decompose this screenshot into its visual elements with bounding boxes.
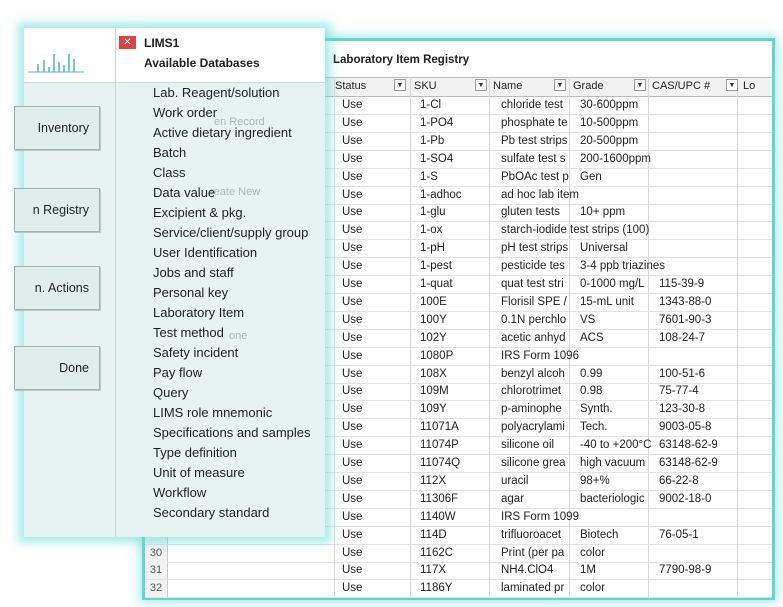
table-cell-name[interactable]: trifluoroacet [501, 528, 562, 541]
table-cell-sku[interactable]: 117X [420, 564, 447, 577]
done-button[interactable]: Done [14, 346, 100, 390]
table-cell-cas[interactable]: 7601-90-3 [659, 313, 712, 326]
database-item[interactable]: Safety incident [153, 345, 239, 360]
database-item[interactable]: LIMS role mnemonic [153, 405, 273, 420]
sheet-title: Laboratory Item Registry [333, 54, 470, 66]
database-item[interactable]: Query [153, 385, 189, 400]
table-cell-status[interactable]: Use [342, 421, 363, 434]
table-cell-name[interactable]: Print (per pa [501, 546, 565, 559]
database-item[interactable]: Secondary standard [153, 505, 270, 520]
table-cell-cas[interactable]: 76-05-1 [659, 528, 699, 541]
table-cell-sku[interactable]: 11306F [420, 492, 459, 505]
table-cell-status[interactable]: Use [342, 367, 363, 380]
database-item[interactable]: User Identification [153, 245, 258, 260]
table-cell-sku[interactable]: 112X [420, 474, 447, 487]
table-cell-grade[interactable]: Universal [580, 242, 628, 255]
table-cell-sku[interactable]: 1-quat [420, 278, 453, 290]
database-item[interactable]: Unit of measure [153, 465, 245, 480]
table-cell-name[interactable]: pesticide tes [501, 260, 565, 273]
table-cell-cas[interactable]: 100-51-6 [659, 367, 706, 380]
table-cell-name[interactable]: sulfate test s [501, 152, 566, 165]
table-cell-sku[interactable]: 1162C [420, 546, 454, 559]
database-item[interactable]: Laboratory Item [153, 305, 245, 320]
column-header-status[interactable]: Status [335, 80, 367, 92]
table-cell-name[interactable]: acetic anhyd [501, 331, 566, 344]
table-cell-grade[interactable]: -40 to +200°C [580, 439, 652, 452]
table-cell-grade[interactable]: Gen [580, 170, 602, 183]
table-cell-name[interactable]: PbOAc test p [501, 170, 569, 183]
database-item[interactable]: Class [153, 165, 186, 180]
table-cell-grade[interactable]: color [580, 582, 605, 595]
filter-dropdown-icon[interactable]: ▼ [726, 79, 738, 91]
table-cell-sku[interactable]: 11074P [420, 439, 459, 452]
table-cell-grade[interactable]: Biotech [580, 528, 619, 541]
table-cell-grade[interactable]: 200-1600ppm [580, 152, 651, 165]
table-cell-sku[interactable]: 114D [420, 528, 447, 541]
table-cell-cas[interactable]: 108-24-7 [659, 331, 706, 344]
table-cell-name[interactable]: starch-iodide test strips (100) [501, 224, 650, 237]
table-cell-name[interactable]: Florisil SPE / [501, 295, 567, 308]
table-cell-name[interactable]: uracil [501, 474, 529, 487]
table-cell-grade[interactable]: 10+ ppm [580, 206, 626, 219]
inventory-button[interactable]: Inventory [14, 106, 100, 150]
table-cell-status[interactable]: Use [342, 152, 363, 165]
column-header-sku[interactable]: SKU [414, 80, 437, 92]
table-cell-name[interactable]: 0.1N perchlo [501, 313, 567, 326]
table-cell-sku[interactable]: 100Y [420, 313, 447, 326]
table-cell-name[interactable]: NH4.ClO4 [501, 564, 554, 577]
database-item[interactable]: Active dietary ingredient [153, 125, 292, 140]
filter-dropdown-icon[interactable]: ▼ [475, 79, 487, 91]
database-item[interactable]: Type definition [153, 445, 237, 460]
database-item[interactable]: Lab. Reagent/solution [153, 85, 280, 100]
table-cell-grade[interactable]: color [580, 546, 605, 559]
database-item[interactable]: Workflow [153, 485, 207, 500]
table-cell-cas[interactable]: 115-39-9 [659, 278, 705, 290]
table-cell-name[interactable]: p-aminophe [501, 403, 562, 416]
table-cell-status[interactable]: Use [342, 457, 363, 469]
table-cell-sku[interactable]: 108X [420, 367, 447, 380]
table-cell-name[interactable]: ad hoc lab item [501, 188, 579, 201]
database-item[interactable]: Test method [153, 325, 224, 340]
filter-dropdown-icon[interactable]: ▼ [634, 79, 646, 91]
table-cell-status[interactable]: Use [342, 170, 363, 183]
table-cell-cas[interactable]: 123-30-8 [659, 403, 706, 416]
table-cell-grade[interactable]: Synth. [580, 403, 613, 416]
table-cell-name[interactable]: gluten tests [501, 206, 560, 219]
filter-dropdown-icon[interactable]: ▼ [554, 79, 566, 91]
table-cell-sku[interactable]: 1-ox [420, 224, 443, 237]
database-item[interactable]: Batch [153, 145, 187, 160]
table-cell-cas[interactable]: 9003-05-8 [659, 421, 712, 434]
table-cell-grade[interactable]: 0.99 [580, 367, 603, 380]
table-cell-status[interactable]: Use [342, 295, 363, 308]
table-cell-sku[interactable]: 1-PO4 [420, 116, 454, 129]
table-cell-sku[interactable]: 1-Cl [420, 99, 442, 111]
database-item[interactable]: Pay flow [153, 365, 203, 380]
row-number: 31 [145, 562, 167, 579]
table-cell-status[interactable]: Use [342, 242, 363, 255]
database-list [153, 84, 311, 524]
table-cell-status[interactable]: Use [342, 224, 363, 237]
table-cell-name[interactable]: chlorotrimet [501, 385, 562, 398]
close-icon[interactable]: ✕ [119, 36, 136, 49]
table-cell-grade[interactable]: 15-mL unit [580, 295, 634, 308]
table-cell-status[interactable]: Use [342, 403, 363, 416]
table-cell-status[interactable]: Use [342, 206, 363, 219]
table-cell-sku[interactable]: 1-glu [420, 206, 446, 219]
table-cell-grade[interactable]: 30-600ppm [580, 99, 639, 111]
table-cell-grade[interactable]: 1M [580, 564, 596, 577]
table-cell-cas[interactable]: 7790-98-9 [659, 564, 712, 577]
table-cell-grade[interactable]: VS [580, 313, 596, 326]
create-new-ghost: reate New [210, 186, 261, 198]
table-cell-sku[interactable]: 1186Y [420, 582, 453, 595]
column-header-location[interactable]: Lo [743, 80, 756, 92]
table-cell-sku[interactable]: 1-SO4 [420, 152, 454, 165]
table-cell-name[interactable]: benzyl alcoh [501, 367, 565, 380]
table-cell-status[interactable]: Use [342, 528, 363, 541]
table-cell-grade[interactable]: 0.98 [580, 385, 603, 398]
app-name: LIMS1 [144, 36, 180, 50]
table-cell-grade[interactable]: 10-500ppm [580, 116, 639, 129]
table-cell-sku[interactable]: 109M [420, 385, 449, 398]
database-item[interactable]: Service/client/supply group [153, 225, 309, 240]
column-header-grade[interactable]: Grade [573, 80, 604, 92]
table-cell-grade[interactable]: 0-1000 mg/L [580, 278, 645, 290]
table-cell-cas[interactable]: 75-77-4 [659, 385, 699, 398]
registry-button[interactable]: n Registry [14, 188, 100, 232]
lims-databases-panel [24, 28, 325, 537]
table-cell-grade[interactable]: high vacuum [580, 457, 646, 469]
database-item[interactable]: Personal key [153, 285, 229, 300]
table-cell-sku[interactable]: 102Y [420, 331, 447, 344]
column-header-cas[interactable]: CAS/UPC # [652, 80, 711, 92]
database-item[interactable]: Data value [153, 185, 216, 200]
table-cell-cas[interactable]: 63148-62-9 [659, 439, 718, 452]
table-cell-name[interactable]: chloride test [501, 99, 564, 111]
table-cell-status[interactable]: Use [342, 492, 363, 505]
table-cell-status[interactable]: Use [342, 474, 363, 487]
table-cell-status[interactable]: Use [342, 546, 363, 559]
table-cell-name[interactable]: IRS Form 1096 [501, 349, 579, 362]
table-cell-grade[interactable]: bacteriologic [580, 492, 645, 505]
table-cell-sku[interactable]: 1-pest [420, 260, 452, 273]
table-cell-status[interactable]: Use [342, 510, 363, 523]
table-row[interactable] [145, 562, 772, 580]
table-cell-name[interactable]: agar [501, 492, 525, 505]
table-cell-grade[interactable]: 98+% [580, 474, 610, 487]
table-cell-sku[interactable]: 1140W [420, 510, 456, 523]
row-number: 30 [145, 545, 167, 562]
table-cell-name[interactable]: Pb test strips [501, 134, 568, 147]
table-cell-cas[interactable]: 63148-62-9 [659, 457, 718, 469]
table-cell-cas[interactable]: 9002-18-0 [659, 492, 712, 505]
table-cell-status[interactable]: Use [342, 99, 363, 111]
table-cell-name[interactable]: polyacrylami [501, 421, 565, 434]
row-number: 32 [145, 580, 167, 597]
done-ghost: one [229, 330, 248, 342]
table-cell-sku[interactable]: 100E [420, 295, 447, 308]
table-cell-name[interactable]: quat test stri [501, 278, 564, 290]
table-cell-status[interactable]: Use [342, 331, 363, 344]
table-row[interactable] [145, 545, 772, 563]
actions-button[interactable]: n. Actions [14, 266, 100, 310]
table-cell-name[interactable]: silicone oil [501, 439, 555, 452]
table-cell-sku[interactable]: 1-Pb [420, 134, 445, 147]
table-cell-sku[interactable]: 1080P [420, 349, 454, 362]
table-cell-status[interactable]: Use [342, 349, 363, 362]
table-cell-sku[interactable]: 1-pH [420, 242, 445, 255]
database-item[interactable]: Excipient & pkg. [153, 205, 247, 220]
table-cell-grade[interactable]: 20-500ppm [580, 134, 639, 147]
table-cell-name[interactable]: laminated pr [501, 582, 565, 595]
table-cell-status[interactable]: Use [342, 385, 363, 398]
table-cell-grade[interactable]: 3-4 ppb triazines [580, 260, 666, 273]
databases-title: Available Databases [144, 56, 260, 70]
table-cell-status[interactable]: Use [342, 439, 363, 452]
panel-divider [115, 28, 116, 537]
table-cell-status[interactable]: Use [342, 564, 363, 577]
table-cell-name[interactable]: phosphate te [501, 116, 568, 129]
table-cell-status[interactable]: Use [342, 582, 363, 595]
table-cell-status[interactable]: Use [342, 313, 363, 326]
table-row[interactable] [145, 580, 772, 598]
table-cell-cas[interactable]: 66-22-8 [659, 474, 699, 487]
table-cell-sku[interactable]: 1-S [420, 170, 438, 183]
table-cell-sku[interactable]: 1-adhoc [420, 188, 462, 201]
column-header-name[interactable]: Name [493, 80, 523, 92]
table-cell-status[interactable]: Use [342, 116, 363, 129]
filter-dropdown-icon[interactable]: ▼ [394, 79, 406, 91]
database-item[interactable]: Work order [153, 105, 218, 120]
table-cell-sku[interactable]: 11071A [420, 421, 459, 434]
sparkline-icon [28, 50, 84, 78]
table-cell-sku[interactable]: 11074Q [420, 457, 461, 469]
table-cell-name[interactable]: IRS Form 1099 [501, 510, 579, 523]
table-cell-grade[interactable]: Tech. [580, 421, 608, 434]
table-cell-sku[interactable]: 109Y [420, 403, 447, 416]
open-record-ghost: en Record [214, 116, 265, 128]
table-cell-grade[interactable]: ACS [580, 331, 604, 344]
table-cell-status[interactable]: Use [342, 278, 363, 290]
table-cell-cas[interactable]: 1343-88-0 [659, 295, 712, 308]
table-cell-name[interactable]: silicone grea [501, 457, 566, 469]
database-item[interactable]: Jobs and staff [153, 265, 234, 280]
database-item[interactable]: Specifications and samples [153, 425, 311, 440]
table-cell-name[interactable]: pH test strips [501, 242, 569, 255]
table-cell-status[interactable]: Use [342, 134, 363, 147]
table-cell-status[interactable]: Use [342, 188, 363, 201]
table-cell-status[interactable]: Use [342, 260, 363, 273]
